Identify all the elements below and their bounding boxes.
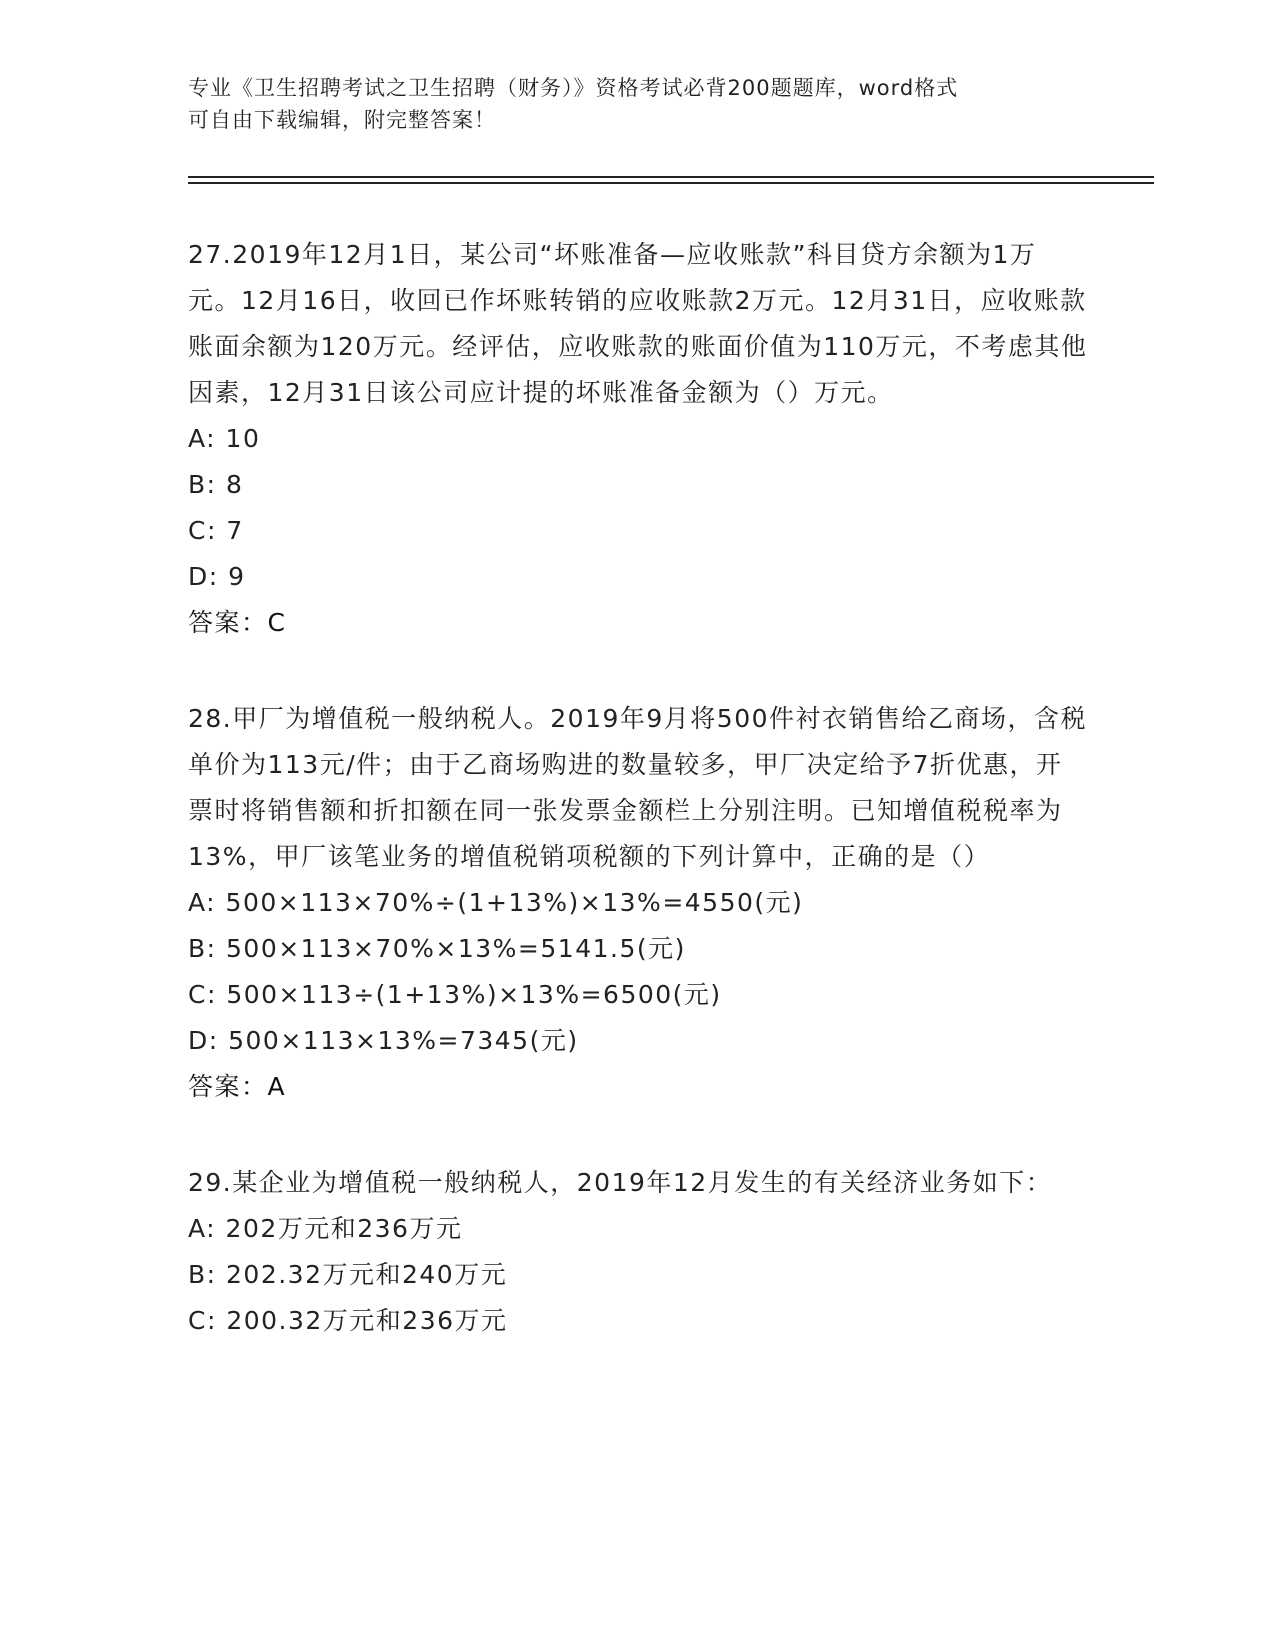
option-d: D: 9 xyxy=(188,562,246,591)
question-text: 28.甲厂为增值税一般纳税人。2019年9月将500件衬衣销售给乙商场，含税单价为113元/件；由于乙商场购进的数量较多，甲厂决定给予7折优惠，开票时将销售额和折扣额在同一张发票金额栏上分别注明。已知增值税税率为13%，甲厂该笔业务的增值税销项税额的下列计算中，正确的是（） xyxy=(188,704,1088,871)
question-28 xyxy=(188,696,1088,1110)
header-divider-top xyxy=(188,176,1154,178)
option-c: C: 500×113÷(1+13%)×13%=6500(元) xyxy=(188,980,722,1009)
header-line-2: 可自由下载编辑，附完整答案！ xyxy=(188,108,496,132)
question-text: 27.2019年12月1日，某公司“坏账准备—应收账款”科目贷方余额为1万元。12月16日，收回已作坏账转销的应收账款2万元。12月31日，应收账款账面余额为120万元。经评估，应收账款的账面价值为110万元，不考虑其他因素，12月31日该公司应计提的坏账准备金额为（）万元。 xyxy=(188,240,1088,407)
option-c: C: 200.32万元和236万元 xyxy=(188,1306,508,1335)
question-list xyxy=(188,232,1088,1394)
header-divider-bottom xyxy=(188,182,1154,184)
question-27 xyxy=(188,232,1088,646)
option-b: B: 8 xyxy=(188,470,244,499)
option-a: A: 202万元和236万元 xyxy=(188,1214,463,1243)
option-a: A: 10 xyxy=(188,424,261,453)
option-b: B: 202.32万元和240万元 xyxy=(188,1260,508,1289)
question-29 xyxy=(188,1160,1088,1344)
option-d: D: 500×113×13%=7345(元) xyxy=(188,1026,579,1055)
option-a: A: 500×113×70%÷(1+13%)×13%=4550(元) xyxy=(188,888,804,917)
option-c: C: 7 xyxy=(188,516,244,545)
header-line-1: 专业《卫生招聘考试之卫生招聘（财务）》资格考试必背200题题库，word格式 xyxy=(188,76,959,100)
answer: 答案：A xyxy=(188,1072,287,1101)
answer: 答案：C xyxy=(188,608,287,637)
option-b: B: 500×113×70%×13%=5141.5(元) xyxy=(188,934,686,963)
question-text: 29.某企业为增值税一般纳税人，2019年12月发生的有关经济业务如下： xyxy=(188,1168,1053,1197)
document-header xyxy=(188,72,1088,136)
